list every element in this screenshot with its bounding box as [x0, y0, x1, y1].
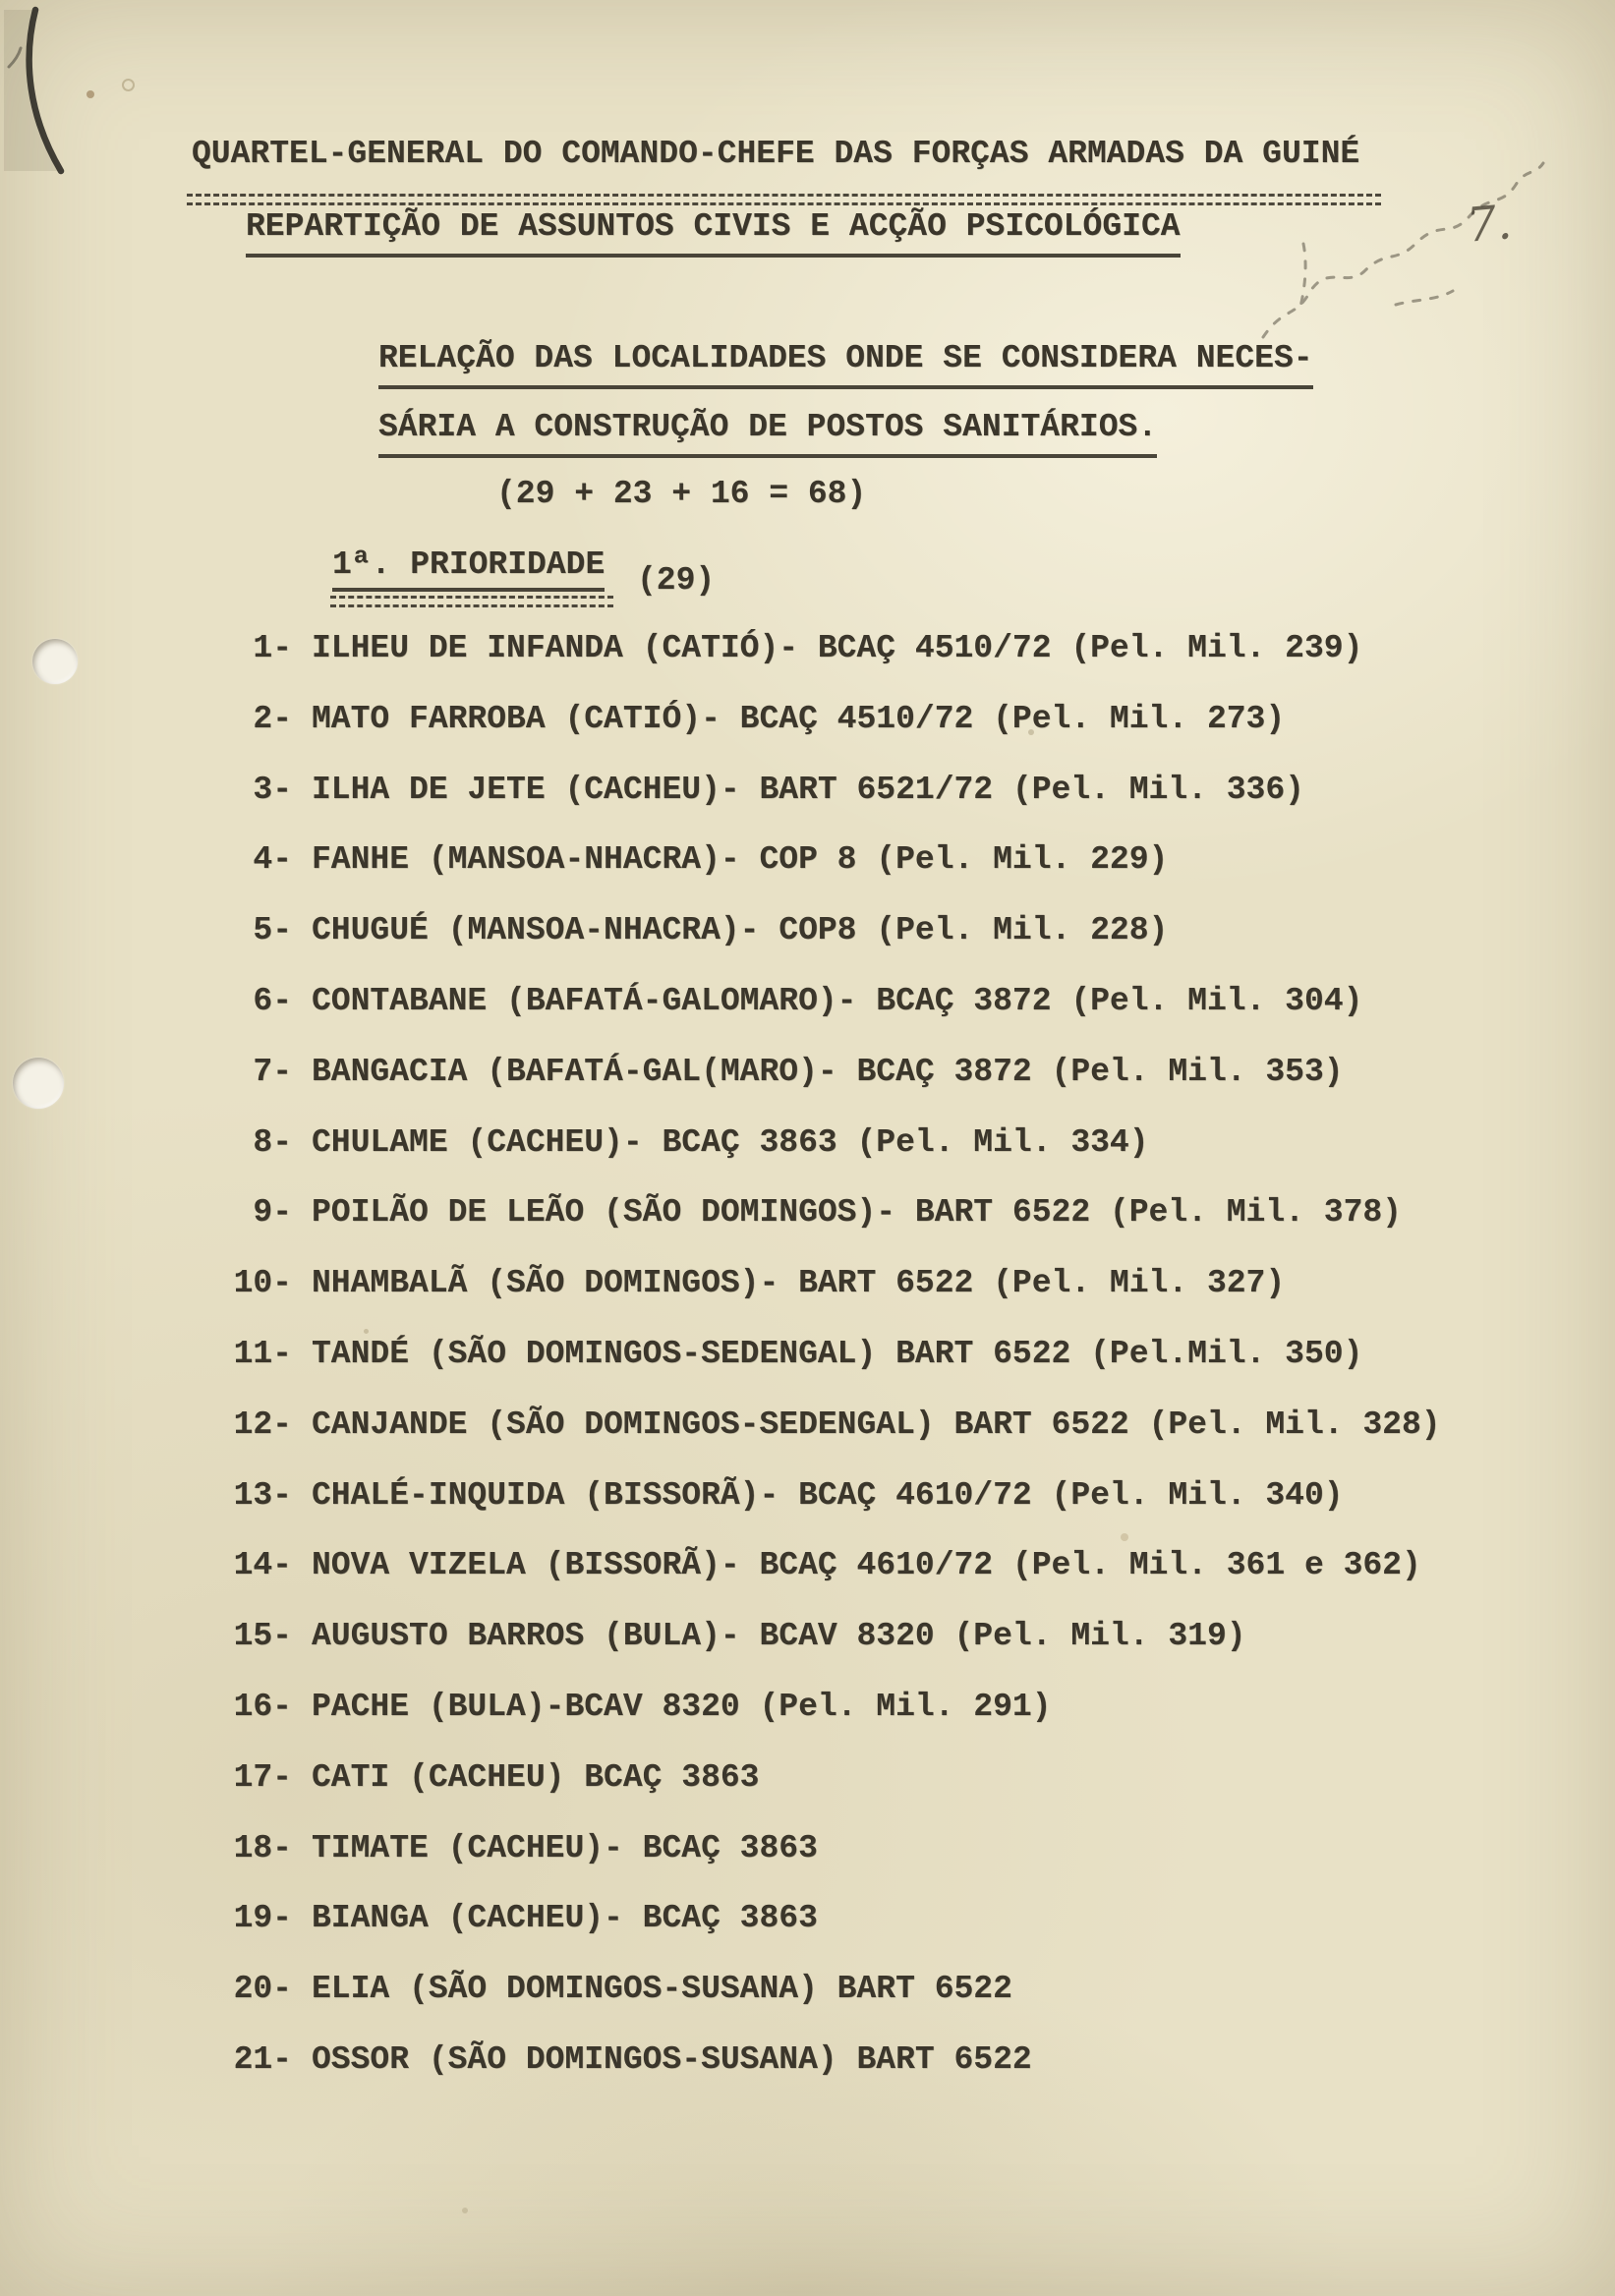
item-number: 15- — [233, 1618, 292, 1655]
paper-speck — [122, 79, 135, 91]
document-header-line2: REPARTIÇÃO DE ASSUNTOS CIVIS E ACÇÃO PSICOLÓGICA — [246, 208, 1181, 258]
title-count: (29 + 23 + 16 = 68) — [496, 476, 867, 512]
list-item — [231, 1618, 1441, 1689]
item-number: 6- — [253, 982, 292, 1019]
item-text: BIANGA (CACHEU)- BCAÇ 3863 — [312, 1900, 818, 1937]
list-item — [231, 630, 1441, 701]
item-text: CATI (CACHEU) BCAÇ 3863 — [312, 1758, 760, 1796]
handwritten-scribble — [1248, 126, 1602, 362]
item-number: 17- — [233, 1758, 292, 1796]
list-item — [231, 701, 1441, 772]
item-text: NHAMBALÃ (SÃO DOMINGOS)- BART 6522 (Pel. Mil. 327) — [312, 1265, 1286, 1302]
list-item — [231, 1477, 1441, 1548]
paper-speck — [462, 2208, 468, 2213]
list-item — [231, 1336, 1441, 1406]
list-item — [231, 2041, 1441, 2112]
punch-hole — [32, 639, 78, 684]
document-title-line1: RELAÇÃO DAS LOCALIDADES ONDE SE CONSIDERA NECES- — [378, 340, 1313, 389]
corner-fold-mark — [4, 6, 112, 183]
list-item — [231, 841, 1441, 912]
list-item — [231, 1547, 1441, 1618]
item-number: 13- — [233, 1476, 292, 1514]
item-text: CANJANDE (SÃO DOMINGOS-SEDENGAL) BART 6522 (Pel. Mil. 328) — [312, 1406, 1441, 1443]
list-item — [231, 1406, 1441, 1477]
list-item — [231, 1054, 1441, 1124]
item-number: 14- — [233, 1547, 292, 1584]
item-text: NOVA VIZELA (BISSORÃ)- BCAÇ 4610/72 (Pel. Mil. 361 e 362) — [312, 1547, 1421, 1584]
item-text: CHALÉ-INQUIDA (BISSORÃ)- BCAÇ 4610/72 (Pel. Mil. 340) — [312, 1476, 1344, 1514]
locality-list — [231, 630, 1441, 2112]
list-item — [231, 1194, 1441, 1265]
item-number: 7- — [253, 1053, 292, 1090]
item-number: 2- — [253, 700, 292, 737]
item-text: PACHE (BULA)-BCAV 8320 (Pel. Mil. 291) — [312, 1688, 1052, 1725]
item-number: 4- — [253, 841, 292, 879]
item-number: 9- — [253, 1194, 292, 1232]
section-heading: 1ª. PRIORIDADE — [332, 546, 605, 592]
item-text: ELIA (SÃO DOMINGOS-SUSANA) BART 6522 — [312, 1971, 1012, 2008]
list-item — [231, 1971, 1441, 2041]
list-item — [231, 1689, 1441, 1759]
item-text: BANGACIA (BAFATÁ-GAL(MARO)- BCAÇ 3872 (Pel. Mil. 353) — [312, 1053, 1344, 1090]
punch-hole — [13, 1058, 64, 1109]
list-item — [231, 1759, 1441, 1830]
document-header-line1: QUARTEL-GENERAL DO COMANDO-CHEFE DAS FORÇAS ARMADAS DA GUINÉ — [192, 136, 1360, 172]
list-item — [231, 983, 1441, 1054]
list-item — [231, 912, 1441, 983]
item-text: CHULAME (CACHEU)- BCAÇ 3863 (Pel. Mil. 334) — [312, 1123, 1149, 1161]
item-text: ILHEU DE INFANDA (CATIÓ)- BCAÇ 4510/72 (Pel. Mil. 239) — [312, 630, 1363, 666]
item-text: CONTABANE (BAFATÁ-GALOMARO)- BCAÇ 3872 (Pel. Mil. 304) — [312, 982, 1363, 1019]
item-number: 20- — [233, 1971, 292, 2008]
item-number: 19- — [233, 1900, 292, 1937]
item-text: CHUGUÉ (MANSOA-NHACRA)- COP8 (Pel. Mil. 228) — [312, 912, 1169, 949]
list-item — [231, 1124, 1441, 1195]
list-item — [231, 1830, 1441, 1901]
paper-speck — [87, 90, 94, 98]
item-text: OSSOR (SÃO DOMINGOS-SUSANA) BART 6522 — [312, 2040, 1032, 2078]
list-item — [231, 1900, 1441, 1971]
item-text: ILHA DE JETE (CACHEU)- BART 6521/72 (Pel. Mil. 336) — [312, 771, 1304, 808]
item-number: 18- — [233, 1829, 292, 1866]
item-text: MATO FARROBA (CATIÓ)- BCAÇ 4510/72 (Pel. Mil. 273) — [312, 700, 1286, 737]
item-text: TANDÉ (SÃO DOMINGOS-SEDENGAL) BART 6522 (Pel.Mil. 350) — [312, 1335, 1363, 1372]
handwritten-note: 7. — [1464, 195, 1515, 254]
item-number: 5- — [253, 912, 292, 949]
item-text: FANHE (MANSOA-NHACRA)- COP 8 (Pel. Mil. 229) — [312, 841, 1169, 879]
list-item — [231, 1265, 1441, 1336]
item-text: AUGUSTO BARROS (BULA)- BCAV 8320 (Pel. Mil. 319) — [312, 1618, 1246, 1655]
item-number: 8- — [253, 1123, 292, 1161]
item-number: 1- — [253, 630, 292, 666]
item-number: 12- — [233, 1406, 292, 1443]
section-heading-underline — [330, 596, 613, 607]
item-text: TIMATE (CACHEU)- BCAÇ 3863 — [312, 1829, 818, 1866]
item-number: 16- — [233, 1688, 292, 1725]
item-number: 11- — [233, 1335, 292, 1372]
item-number: 21- — [233, 2040, 292, 2078]
header-double-underline — [187, 194, 1381, 205]
document-title-line2: SÁRIA A CONSTRUÇÃO DE POSTOS SANITÁRIOS. — [378, 409, 1157, 458]
item-number: 3- — [253, 771, 292, 808]
list-item — [231, 772, 1441, 842]
item-text: POILÃO DE LEÃO (SÃO DOMINGOS)- BART 6522 (Pel. Mil. 378) — [312, 1194, 1402, 1232]
section-count: (29) — [637, 562, 716, 599]
item-number: 10- — [233, 1265, 292, 1302]
